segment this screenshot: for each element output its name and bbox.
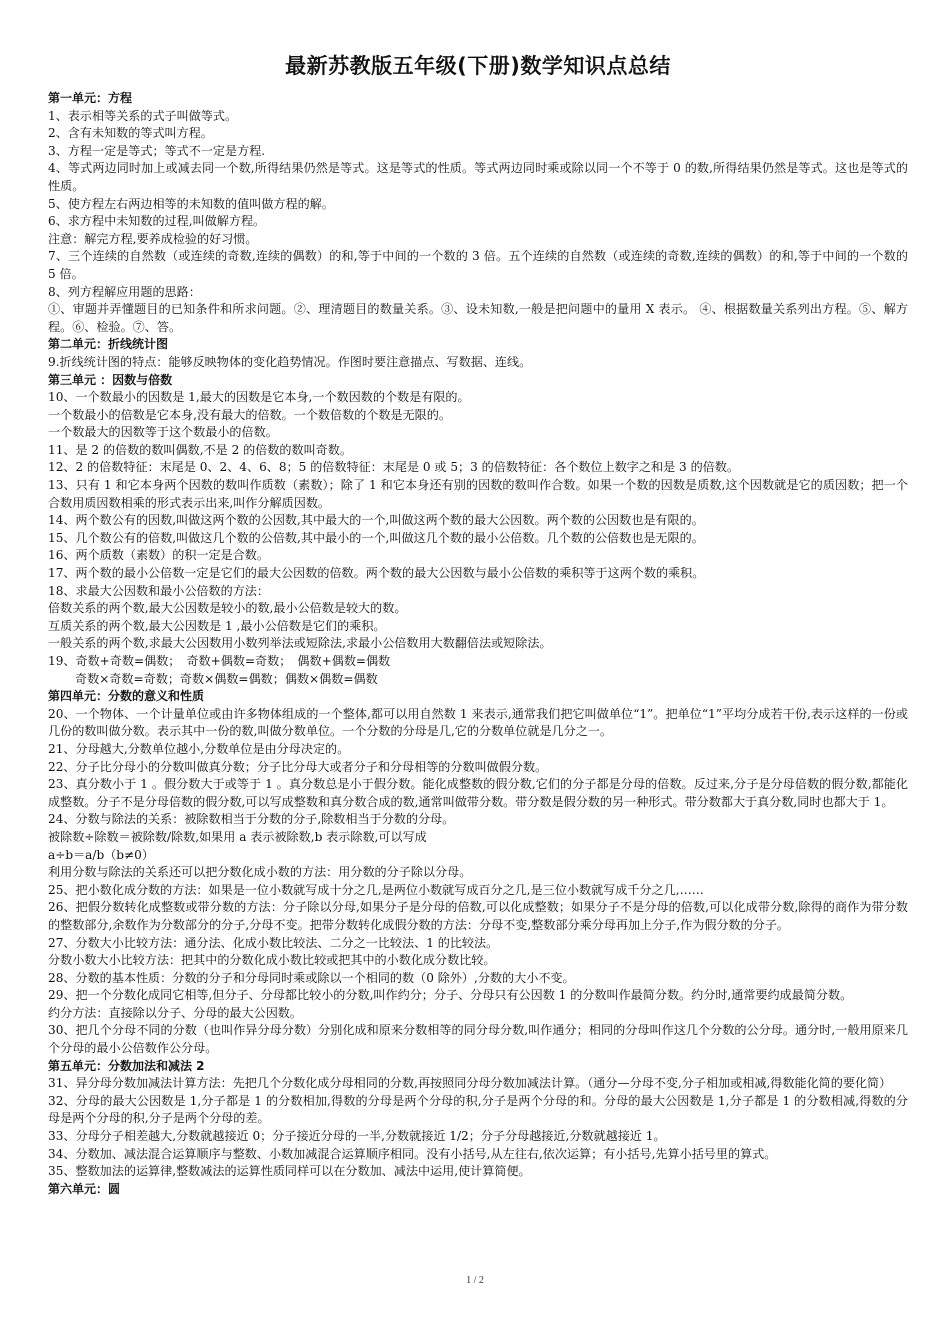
text-line: 19、奇数+奇数=偶数； 奇数+偶数=奇数； 偶数+偶数=偶数 (48, 654, 391, 668)
text-line: 10、一个数最小的因数是 1,最大的因数是它本身,一个数因数的个数是有限的。 (48, 390, 470, 405)
text-line: 22、分子比分母小的分数叫做真分数；分子比分母大或者分子和分母相等的分数叫做假分数。 (48, 759, 548, 774)
text-line: 18、求最大公因数和最小公倍数的方法： (48, 583, 269, 598)
text-line: 35、整数加法的运算律,整数减法的运算性质同样可以在分数加、减法中运用,使计算简便。 (48, 1164, 531, 1179)
text-line: 12、2 的倍数特征：末尾是 0、2、4、6、8；5 的倍数特征：末尾是 0 或 5；3 的倍数特征：各个数位上数字之和是 3 的倍数。 (48, 460, 739, 475)
section-heading: 第五单元：分数加法和减法 2 (48, 1058, 205, 1073)
text-line: 11、是 2 的倍数的数叫偶数,不是 2 的倍数的数叫奇数。 (48, 442, 352, 457)
text-line: 14、两个数公有的因数,叫做这两个数的公因数,其中最大的一个,叫做这两个数的最大公因数。两个数的公因数也是有限的。 (48, 513, 704, 528)
text-line: 26、把假分数转化成整数或带分数的方法：分子除以分母,如果分子是分母的倍数,可以化成整数；如果分子不是分母的倍数,可以化成带分数,除得的商作为带分数的整数部分,余数作为分数部分的分子,分母不变。把带分数转化成假分数的方法：分母不变,整数部分乘分母再加上分子,作为假分数的分子。 (48, 900, 908, 932)
text-line: 15、几个数公有的倍数,叫做这几个数的公倍数,其中最小的一个,叫做这几个数的最小公倍数。几个数的公倍数也是无限的。 (48, 530, 704, 545)
document-body (48, 90, 908, 1198)
text-line: 27、分数大小比较方法：通分法、化成小数比较法、二分之一比较法、1 的比较法。 (48, 935, 499, 950)
page-title: 最新苏教版五年级(下册)数学知识点总结 (285, 54, 671, 78)
section-heading: 第三单元 ：因数与倍数 (48, 372, 173, 387)
section-heading: 第一单元：方程 (48, 91, 133, 105)
text-line: 倍数关系的两个数,最大公因数是较小的数,最小公倍数是较大的数。 (48, 601, 407, 616)
text-line: a÷b＝a/b（b≠0） (48, 847, 154, 862)
text-line: 5、使方程左右两边相等的未知数的值叫做方程的解。 (48, 196, 334, 211)
text-line: 8、列方程解应用题的思路： (48, 284, 201, 299)
text-line: 注意：解完方程,要养成检验的好习惯。 (48, 231, 258, 246)
text-line: 32、分母的最大公因数是 1,分子都是 1 的分数相加,得数的分母是两个分母的积,分子是两个分母的和。分母的最大公因数是 1,分子都是 1 的分数相减,得数的分母是两个分母的积,分子是两个分母的差。 (48, 1093, 908, 1126)
text-line: 34、分数加、减法混合运算顺序与整数、小数加减混合运算顺序相同。没有小括号,从左往右,依次运算；有小括号,先算小括号里的算式。 (48, 1146, 777, 1161)
text-line: 2、含有未知数的等式叫方程。 (48, 126, 213, 141)
text-line: 24、分数与除法的关系：被除数相当于分数的分子,除数相当于分数的分母。 (48, 812, 455, 827)
text-line: 3、方程一定是等式；等式不一定是方程. (48, 143, 266, 158)
page-number: 1 / 2 (466, 1275, 484, 1286)
text-line: 一个数最大的因数等于这个数最小的倍数。 (48, 425, 278, 440)
text-line: ①、审题并弄懂题目的已知条件和所求问题。②、理清题目的数量关系。③、设未知数,一般是把问题中的量用 X 表示。 ④、根据数量关系列出方程。⑤、解方程。⑥、检验。⑦、答。 (48, 302, 908, 334)
text-line: 约分方法：直接除以分子、分母的最大公因数。 (48, 1005, 302, 1020)
text-line: 16、两个质数（素数）的积一定是合数。 (48, 548, 269, 563)
text-line: 利用分数与除法的关系还可以把分数化成小数的方法：用分数的分子除以分母。 (48, 865, 472, 880)
text-line: 29、把一个分数化成同它相等,但分子、分母都比较小的分数,叫作约分；分子、分母只有公因数 1 的分数叫作最简分数。约分时,通常要约成最简分数。 (48, 988, 853, 1003)
text-line: 17、两个数的最小公倍数一定是它们的最大公因数的倍数。两个数的最大公因数与最小公倍数的乘积等于这两个数的乘积。 (48, 566, 705, 581)
text-line: 一般关系的两个数,求最大公因数用小数列举法或短除法,求最小公倍数用大数翻倍法或短除法。 (48, 636, 552, 651)
text-line: 21、分母越大,分数单位越小,分数单位是由分母决定的。 (48, 741, 350, 756)
text-line: 4、等式两边同时加上或减去同一个数,所得结果仍然是等式。这是等式的性质。等式两边同时乘或除以同一个不等于 0 的数,所得结果仍然是等式。这也是等式的性质。 (48, 161, 908, 193)
text-line: 被除数÷除数＝被除数/除数,如果用 a 表示被除数,b 表示除数,可以写成 (48, 829, 427, 844)
section-heading: 第六单元：圆 (48, 1181, 121, 1196)
text-line: 奇数×奇数=奇数；奇数×偶数=偶数；偶数×偶数=偶数 (75, 671, 378, 686)
text-line: 1、表示相等关系的式子叫做等式。 (48, 108, 238, 123)
text-line: 25、把小数化成分数的方法：如果是一位小数就写成十分之几,是两位小数就写成百分之几,是三位小数就写成千分之几,…… (48, 882, 704, 897)
text-line: 23、真分数小于 1 。假分数大于或等于 1 。真分数总是小于假分数。能化成整数的假分数,它们的分子都是分母的倍数。反过来,分子是分母倍数的假分数,都能化成整数。分子不是分母倍数的假分数,可以写成整数和真分数合成的数,通常叫做带分数。带分数是假分数的另一种形式。带分数都大于真分数,同时也都大于 1。 (48, 777, 908, 809)
section-heading: 第二单元：折线统计图 (48, 337, 169, 352)
text-line: 28、分数的基本性质：分数的分子和分母同时乘或除以一个相同的数（0 除外）,分数的大小不变。 (48, 970, 575, 985)
text-line: 31、异分母分数加减法计算方法：先把几个分数化成分母相同的分数,再按照同分母分数加减法计算。（通分—分母不变,分子相加或相减,得数能化简的要化简） (48, 1076, 892, 1091)
text-line: 20、一个物体、一个计量单位或由许多物体组成的一个整体,都可以用自然数 1 来表示,通常我们把它叫做单位“1”。把单位“1”平均分成若干份,表示这样的一份或几份的数叫做分数。表示其中一份的数,叫做分数单位。一个分数的分母是几,它的分数单位就是几分之一。 (48, 706, 908, 739)
text-line: 6、求方程中未知数的过程,叫做解方程。 (48, 214, 266, 229)
section-heading: 第四单元：分数的意义和性质 (48, 689, 205, 704)
text-line: 30、把几个分母不同的分数（也叫作异分母分数）分别化成和原来分数相等的同分母分数,叫作通分；相同的分母叫作这几个分数的公分母。通分时,一般用原来几个分母的最小公倍数作公分母。 (48, 1023, 908, 1056)
text-line: 互质关系的两个数,最大公因数是 1 ,最小公倍数是它们的乘积。 (48, 618, 386, 633)
text-line: 33、分母分子相差越大,分数就越接近 0；分子接近分母的一半,分数就接近 1/2；分子分母越接近,分数就越接近 1。 (48, 1129, 666, 1144)
text-line: 13、只有 1 和它本身两个因数的数叫作质数（素数）；除了 1 和它本身还有别的因数的数叫作合数。如果一个数的因数是质数,这个因数就是它的质因数；把一个合数用质因数相乘的形式表示出来,叫作分解质因数。 (48, 478, 908, 510)
text-line: 一个数最小的倍数是它本身,没有最大的倍数。一个数倍数的个数是无限的。 (48, 407, 451, 422)
text-line: 9.折线统计图的特点：能够反映物体的变化趋势情况。作图时要注意描点、写数据、连线。 (48, 354, 532, 369)
text-line: 7、三个连续的自然数（或连续的奇数,连续的偶数）的和,等于中间的一个数的 3 倍。五个连续的自然数（或连续的奇数,连续的偶数）的和,等于中间的一个数的 5 倍。 (48, 249, 908, 281)
text-line: 分数小数大小比较方法：把其中的分数化成小数比较或把其中的小数化成分数比较。 (48, 953, 496, 968)
